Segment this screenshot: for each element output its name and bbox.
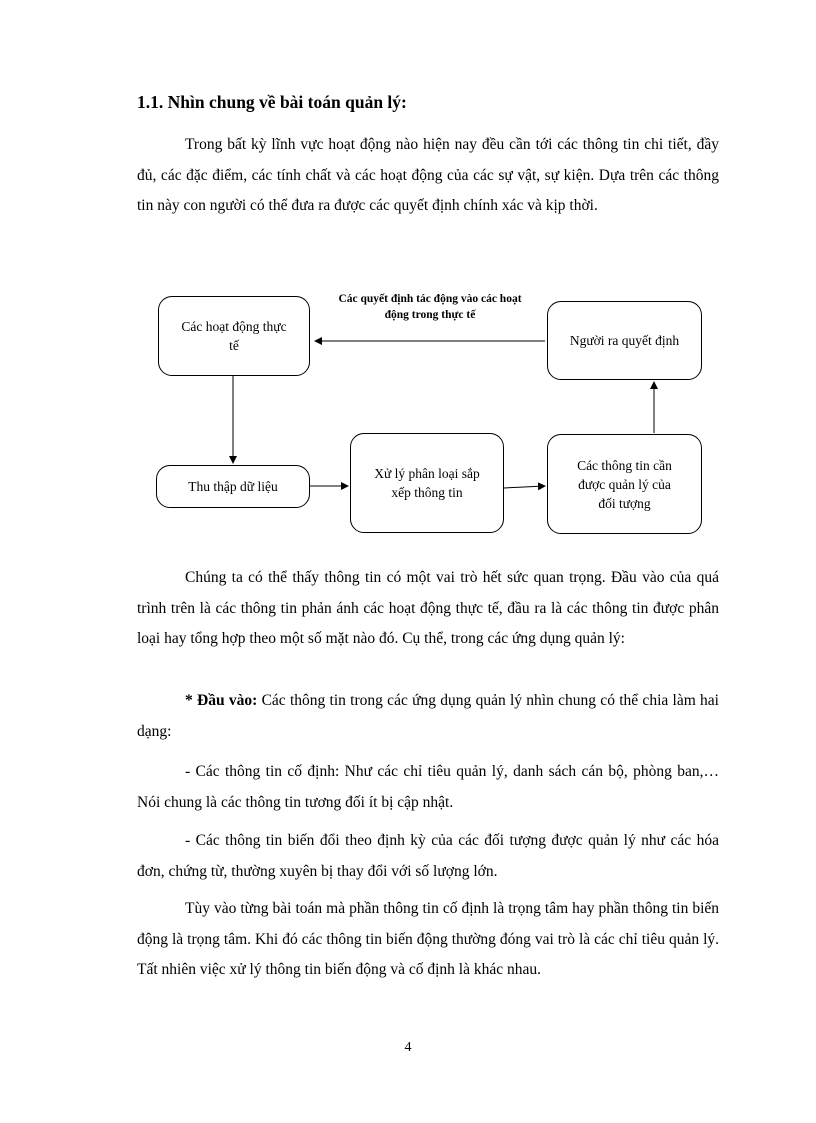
- box-activities: Các hoạt động thực tế: [158, 296, 310, 376]
- conclusion-paragraph: Tùy vào từng bài toán mà phần thông tin cố định là trọng tâm hay phần thông tin biến động là trọng tâm. Khi đó các thông tin biến động thường đóng vai trò là các chỉ tiêu quản lý. Tất nhiên việc xử lý thông tin biến động và cố định là khác nhau.: [137, 900, 719, 978]
- box-decision-maker: Người ra quyết định: [547, 301, 702, 380]
- information-flow-diagram: [150, 285, 710, 545]
- intro-paragraph: Trong bất kỳ lĩnh vực hoạt động nào hiện nay đều cần tới các thông tin chi tiết, đầy đủ, các đặc điểm, các tính chất và các hoạt động của các sự vật, sự kiện. Dựa trên các thông tin này con người có thể đưa ra được các quyết định chính xác và kịp thời.: [137, 136, 719, 214]
- role-paragraph: Chúng ta có thể thấy thông tin có một vai trò hết sức quan trọng. Đầu vào của quá trình trên là các thông tin phản ánh các hoạt động thực tế, đầu ra là các thông tin được phân loại hay tổng hợp theo một số mặt nào đó. Cụ thể, trong các ứng dụng quản lý:: [137, 569, 719, 647]
- input-text: Các thông tin trong các ứng dụng quản lý nhìn chung có thể chia làm hai dạng:: [137, 692, 719, 740]
- list-item-variable-info: - Các thông tin biến đổi theo định kỳ của các đối tượng được quản lý như các hóa đơn, chứng từ, thường xuyên bị thay đổi với số lượng lớn.: [137, 832, 719, 880]
- section-heading: 1.1. Nhìn chung về bài toán quản lý:: [137, 92, 407, 112]
- list-item-fixed-info: - Các thông tin cố định: Như các chỉ tiêu quản lý, danh sách cán bộ, phòng ban,… Nói chung là các thông tin tương đối ít bị cập nhật.: [137, 763, 719, 811]
- box-managed-info: Các thông tin cần được quản lý của đối tượng: [547, 434, 702, 534]
- input-lead: * Đầu vào:: [185, 692, 258, 709]
- arrow-label-decisions: Các quyết định tác động vào các hoạt động trong thực tế: [338, 293, 522, 321]
- page-number: 4: [404, 1040, 412, 1055]
- box-process-info: Xử lý phân loại sắp xếp thông tin: [350, 433, 504, 533]
- arrow-process-to-managed: [504, 486, 545, 488]
- input-paragraph: [137, 686, 719, 747]
- box-collect-data: Thu thập dữ liệu: [156, 465, 310, 508]
